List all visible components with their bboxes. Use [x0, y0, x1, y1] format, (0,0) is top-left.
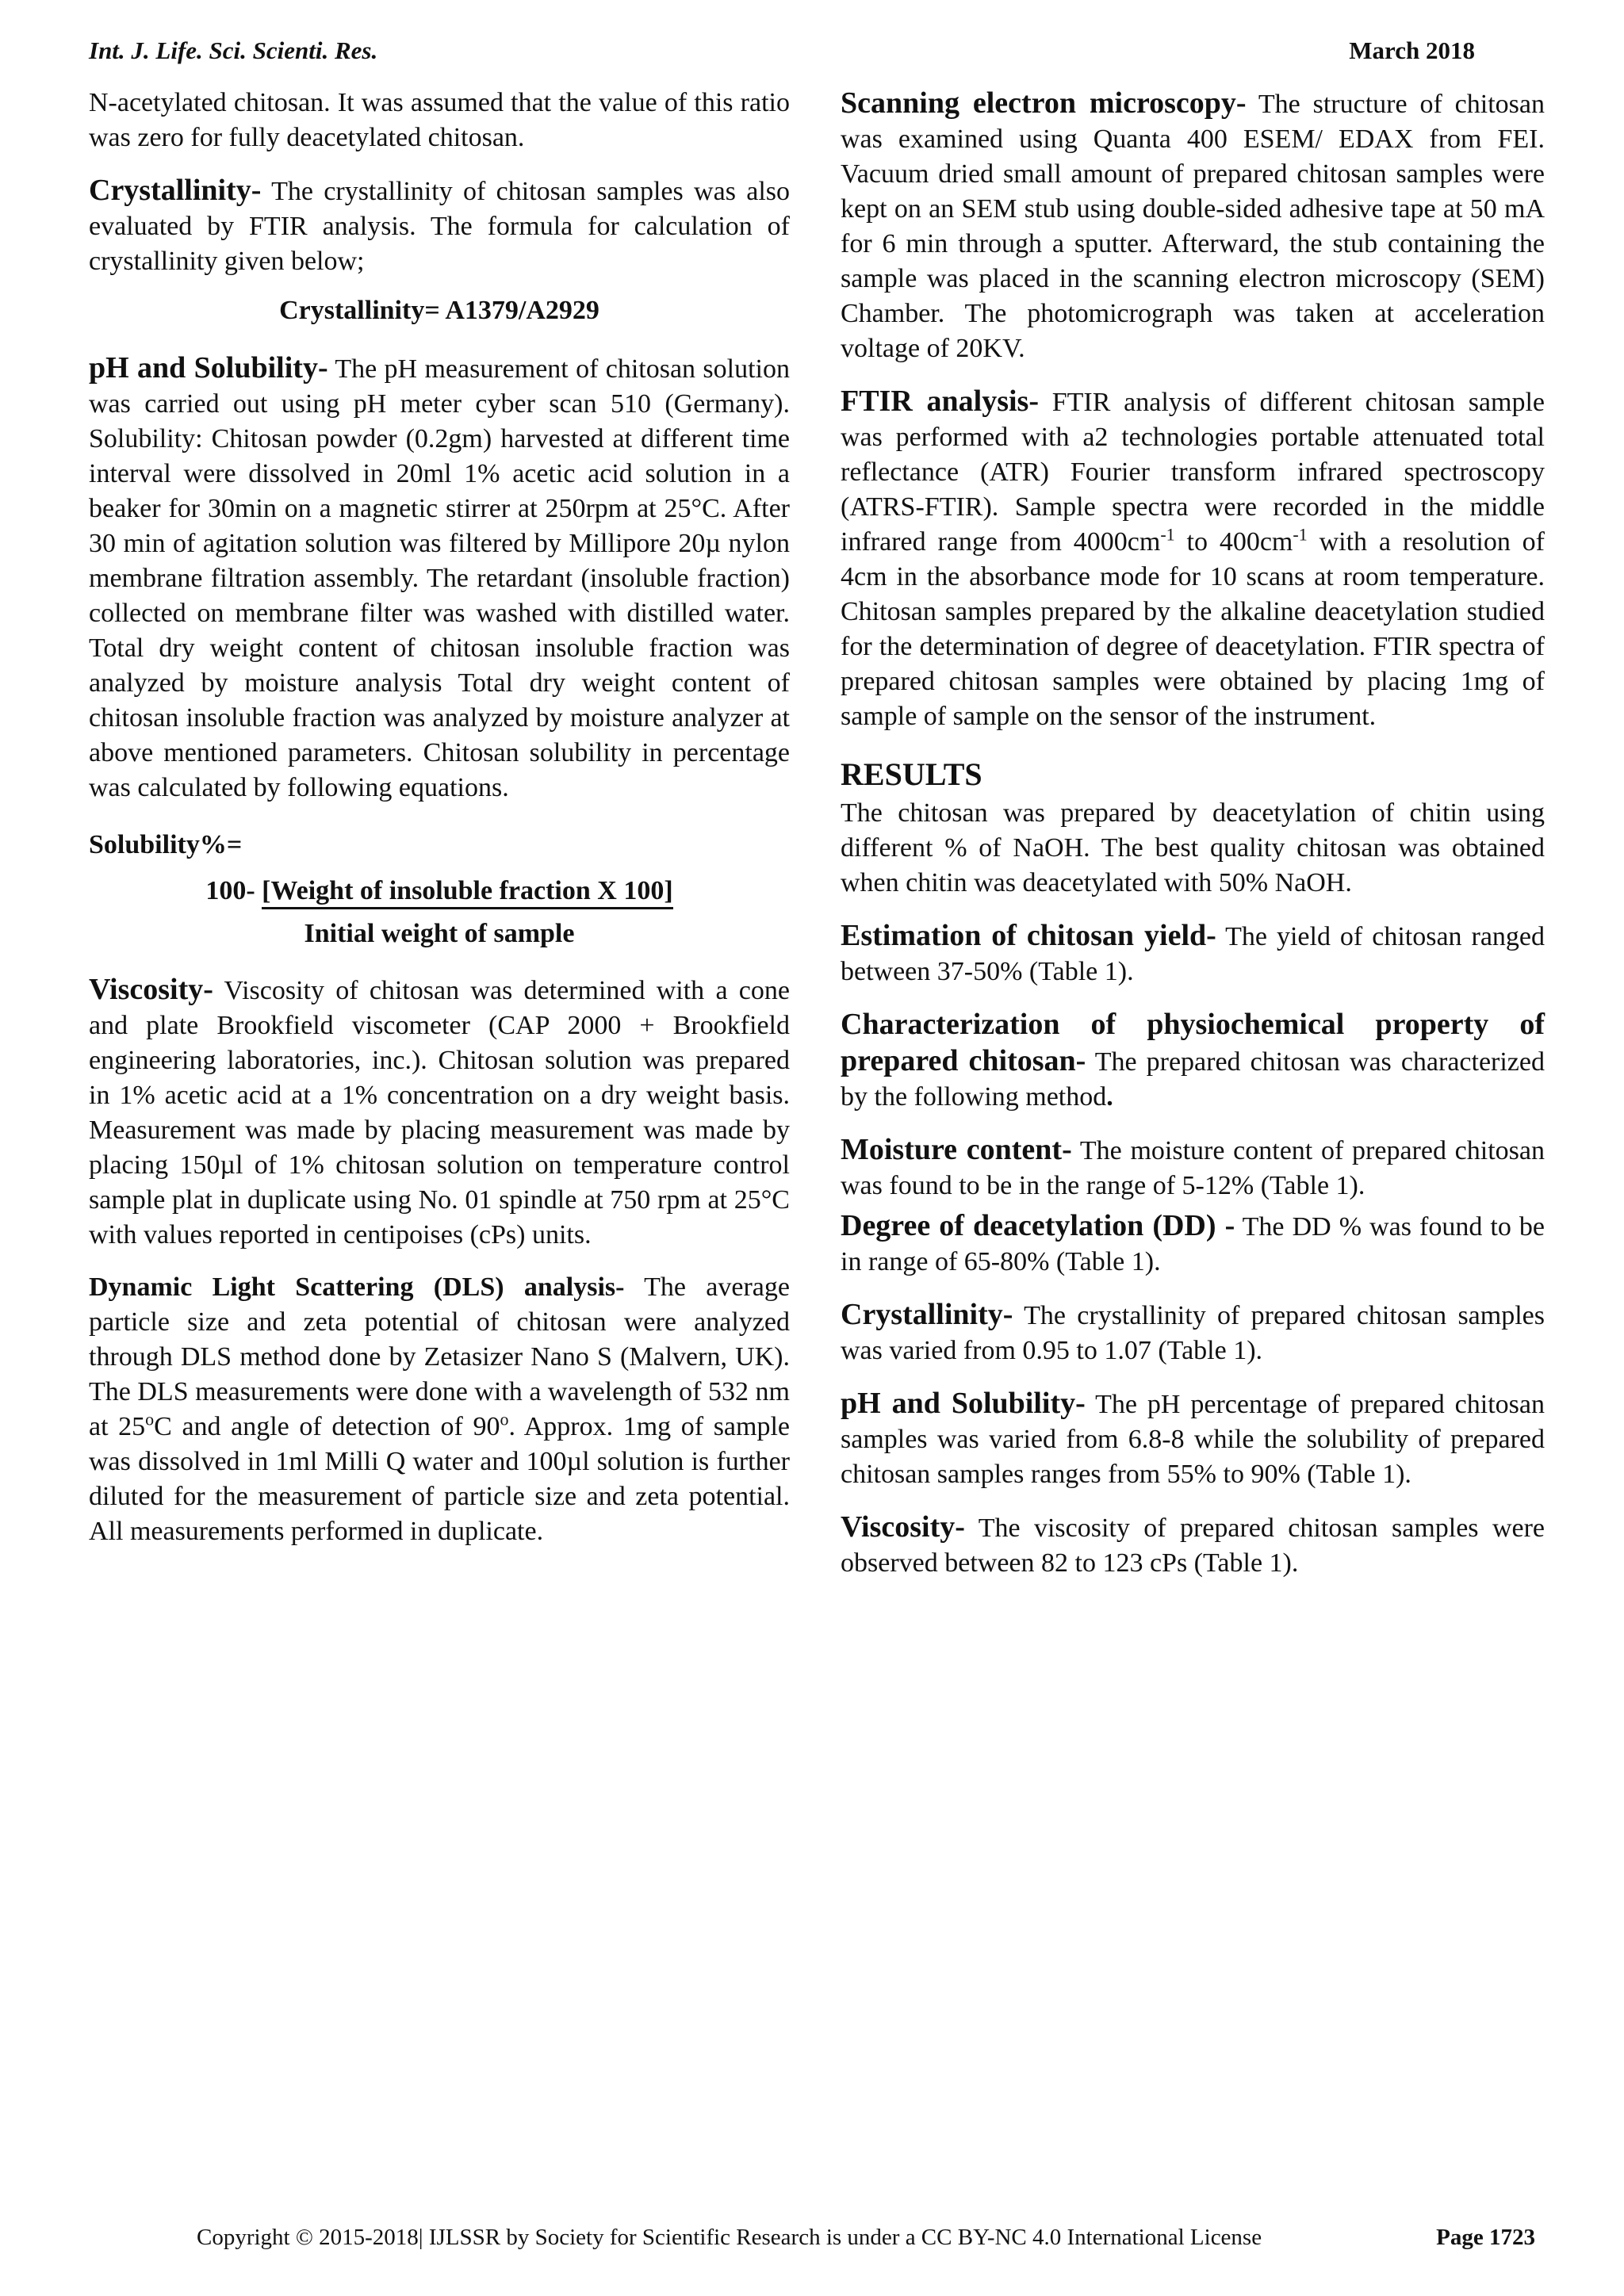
- paragraph-text: The pH percentage of prepared chitosan samples was varied from 6.8-8 while the solubility of prepared chitosan samples ranges from 55% to 90% (Table 1).: [841, 1390, 1545, 1489]
- viscosity-method-paragraph: [89, 972, 790, 1253]
- page-number: Page 1723: [1436, 2225, 1535, 2250]
- solubility-formula-label: Solubility%=: [89, 830, 243, 859]
- copyright-footer: Copyright © 2015-2018| IJLSSR by Society for Scientific Research is under a CC BY-NC 4.0 International License: [197, 2225, 1262, 2250]
- superscript: o: [145, 1409, 155, 1429]
- paragraph-text: Viscosity of chitosan was determined with a cone and plate Brookfield viscometer (CAP 2000 + Brookfield engineering laboratories, inc.). Chitosan solution was prepared in 1% acetic acid at a 1% concentration on a dry weight basis. Measurement was made by placing measurement was made by placing 150µl of 1% chitosan solution on temperature control sample plat in duplicate using No. 01 spindle at 750 rpm at 25°C with values reported in centipoises (cPs) units.: [89, 976, 790, 1249]
- crystallinity-formula: Crystallinity= A1379/A2929: [279, 296, 599, 325]
- paragraph-text: FTIR analysis of different chitosan sample was performed with a2 technologies portable attenuated total reflectance (ATR) Fourier transform infrared spectroscopy (ATRS-FTIR). Sample spectra were recorded in the middle infrared range from 4000cm: [841, 388, 1545, 557]
- crystallinity-method-paragraph: [89, 173, 790, 279]
- crystallinity-result-paragraph: [841, 1297, 1545, 1368]
- section-heading: Crystallinity-: [841, 1298, 1013, 1331]
- solubility-formula-denominator: Initial weight of sample: [304, 919, 575, 948]
- solubility-formula-numerator: [89, 874, 790, 909]
- superscript: -1: [1160, 524, 1175, 545]
- results-intro-paragraph: The chitosan was prepared by deacetylation of chitin using different % of NaOH. The best quality chitosan was obtained when chitin was deacetylated with 50% NaOH.: [841, 798, 1545, 897]
- paragraph-text: The crystallinity of prepared chitosan samples was varied from 0.95 to 1.07 (Table 1).: [841, 1301, 1545, 1365]
- section-heading: Viscosity-: [89, 973, 213, 1006]
- section-heading: Estimation of chitosan yield-: [841, 919, 1216, 952]
- dd-result-paragraph: [841, 1208, 1545, 1280]
- characterization-paragraph: [841, 1007, 1545, 1115]
- paragraph-text: . Approx. 1mg of sample was dissolved in 1ml Milli Q water and 100µl solution is further diluted for the measurement of particle size and zeta potential. All measurements performed in duplicate.: [89, 1412, 791, 1546]
- ph-result-paragraph: [841, 1386, 1545, 1492]
- section-heading: FTIR analysis-: [841, 385, 1040, 418]
- paragraph-text: The average particle size and zeta potential of chitosan were analyzed through DLS method done by Zetasizer Nano S (Malvern, UK). The DLS measurements were done with a wavelength of 532 nm at 25: [89, 1272, 790, 1441]
- section-heading: Crystallinity-: [89, 174, 262, 207]
- ph-solubility-method-paragraph: [89, 350, 790, 806]
- paragraph-text: The DD % was found to be in range of 65-80% (Table 1).: [841, 1212, 1545, 1276]
- moisture-result-paragraph: [841, 1132, 1545, 1203]
- viscosity-result-paragraph: [841, 1510, 1545, 1581]
- dls-method-paragraph: [89, 1270, 790, 1549]
- paragraph-text: The yield of chitosan ranged between 37-50% (Table 1).: [841, 922, 1545, 986]
- formula-prefix: 100-: [205, 876, 262, 905]
- yield-result-paragraph: [841, 918, 1545, 989]
- section-heading: Degree of deacetylation (DD) -: [841, 1209, 1235, 1242]
- section-heading: pH and Solubility-: [841, 1387, 1086, 1420]
- section-heading: Viscosity-: [841, 1510, 965, 1544]
- section-heading: Dynamic Light Scattering (DLS) analysis-: [89, 1272, 625, 1302]
- sem-method-paragraph: [841, 86, 1545, 366]
- paragraph-text: The moisture content of prepared chitosan was found to be in the range of 5-12% (Table 1).: [841, 1136, 1545, 1200]
- paragraph-end: .: [1106, 1082, 1113, 1112]
- journal-name: Int. J. Life. Sci. Scienti. Res.: [89, 36, 378, 64]
- intro-paragraph: N-acetylated chitosan. It was assumed that the value of this ratio was zero for fully deacetylated chitosan.: [89, 88, 790, 152]
- issue-date: March 2018: [1349, 36, 1475, 64]
- paragraph-text: The structure of chitosan was examined using Quanta 400 ESEM/ EDAX from FEI. Vacuum dried small amount of prepared chitosan samples were kept on an SEM stub using double-sided adhesive tape at 50 mA for 6 min through a sputter. Afterward, the stub containing the sample was placed in the scanning electron microscopy (SEM) Chamber. The photomicrograph was taken at acceleration voltage of 20KV.: [841, 90, 1545, 363]
- ftir-method-paragraph: [841, 384, 1545, 734]
- formula-numerator: [Weight of insoluble fraction X 100]: [262, 876, 672, 909]
- paragraph-text: The prepared chitosan was characterized by the following method: [841, 1047, 1545, 1112]
- section-heading: Scanning electron microscopy-: [841, 86, 1247, 120]
- section-heading: pH and Solubility-: [89, 351, 328, 385]
- paragraph-text: The crystallinity of chitosan samples was also evaluated by FTIR analysis. The formula for calculation of crystallinity given below;: [89, 177, 790, 276]
- results-heading: RESULTS: [841, 756, 982, 792]
- paragraph-text: The pH measurement of chitosan solution was carried out using pH meter cyber scan 510 (Germany). Solubility: Chitosan powder (0.2gm) harvested at different time interval were dissolved in 20ml 1% acetic acid solution in a beaker for 30min on a magnetic stirrer at 250rpm at 25°C. After 30 min of agitation solution was filtered by Millipore 20µ nylon membrane filtration assembly. The retardant (insoluble fraction) collected on membrane filter was washed with distilled water. Total dry weight content of chitosan insoluble fraction was analyzed by moisture analysis Total dry weight content of chitosan insoluble fraction was analyzed by moisture analyzer at above mentioned parameters. Chitosan solubility in percentage was calculated by following equations.: [89, 354, 790, 802]
- paragraph-text: C and angle of detection of 90: [154, 1412, 500, 1441]
- paragraph-text: with a resolution of 4cm in the absorbance mode for 10 scans at room temperature. Chitosan samples prepared by the alkaline deacetylation studied for the determination of degree of deacetylation. FTIR spectra of prepared chitosan samples were obtained by placing 1mg of sample of sample on the sensor of the instrument.: [841, 527, 1545, 731]
- paragraph-text: to 400cm: [1174, 527, 1293, 557]
- superscript: o: [500, 1409, 509, 1429]
- paragraph-text: The viscosity of prepared chitosan samples were observed between 82 to 123 cPs (Table 1).: [841, 1513, 1545, 1578]
- superscript: -1: [1293, 524, 1308, 545]
- section-heading: Moisture content-: [841, 1133, 1072, 1166]
- right-column: [841, 86, 1545, 1598]
- section-heading: Characterization of physiochemical property of prepared chitosan-: [841, 1008, 1545, 1077]
- left-column: [89, 86, 790, 1567]
